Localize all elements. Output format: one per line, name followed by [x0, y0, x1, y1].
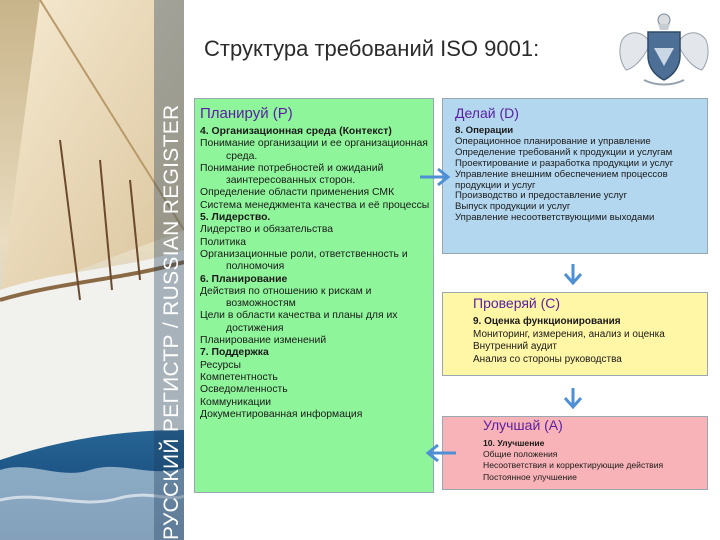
do-line: Управление внешним обеспечением процессов: [455, 168, 668, 180]
plan-line: Система менеджмента качества и её процессы: [200, 199, 430, 211]
do-box: [442, 98, 708, 254]
plan-line: 6. Планирование: [200, 273, 288, 285]
check-line: Мониторинг, измерения, анализ и оценка: [473, 328, 665, 340]
do-heading: Делай (D): [455, 105, 519, 121]
do-line: Операционное планирование и управление: [455, 135, 651, 147]
arrow-right-icon: [418, 166, 452, 188]
act-box: [442, 416, 708, 490]
check-line: 9. Оценка функционирования: [473, 316, 621, 327]
plan-box: [194, 98, 434, 493]
plan-line: полномочия: [226, 261, 285, 273]
plan-line: Действия по отношению к рискам и: [200, 285, 372, 297]
plan-line: 4. Организационная среда (Контекст): [200, 126, 392, 137]
check-box: [442, 292, 708, 376]
arrow-down-icon: [562, 386, 584, 410]
plan-line: 5. Лидерство.: [200, 212, 271, 224]
plan-line: Понимание организации и ее организационная: [200, 138, 428, 150]
plan-line: Коммуникации: [200, 396, 272, 408]
do-line: Выпуск продукции и услуг: [455, 201, 571, 213]
plan-line: Цели в области качества и планы для их: [200, 310, 398, 322]
arrow-down-icon: [562, 262, 584, 286]
plan-line: Определение области применения СМК: [200, 187, 395, 199]
act-line: Постоянное улучшение: [483, 471, 577, 482]
act-heading: Улучшай (А): [483, 417, 563, 433]
act-line: Несоответствия и корректирующие действия: [483, 460, 664, 471]
page-title: Структура требований ISO 9001:: [204, 36, 540, 61]
plan-line: Организационные роли, ответственность и: [200, 248, 408, 260]
do-line: Управление несоответствующими выходами: [455, 212, 655, 224]
plan-heading: Планируй (Р): [200, 105, 293, 122]
plan-line: достижения: [226, 322, 284, 334]
do-line: Определение требований к продукции и услугам: [455, 146, 673, 158]
plan-line: Ресурсы: [200, 359, 241, 371]
plan-line: заинтересованных сторон.: [226, 175, 356, 187]
plan-line: Компетентность: [200, 371, 278, 383]
vertical-brand-text: РУССКИЙ РЕГИСТР / RUSSIAN REGISTER: [160, 104, 183, 540]
check-line: Анализ со стороны руководства: [473, 353, 622, 365]
do-line: продукции и услуг: [455, 179, 536, 191]
check-heading: Проверяй (С): [473, 295, 561, 311]
plan-line: Политика: [200, 236, 247, 248]
plan-line: возможностям: [226, 298, 296, 310]
plan-line: среда.: [226, 150, 258, 162]
plan-line: Лидерство и обязательства: [200, 224, 334, 236]
plan-line: Документированная информация: [200, 408, 363, 420]
plan-line: Осведомленность: [200, 384, 288, 396]
do-line: 8. Операции: [455, 125, 514, 136]
plan-line: 7. Поддержка: [200, 347, 269, 359]
sailing-photo: [0, 0, 184, 540]
plan-line: Понимание потребностей и ожиданий: [200, 162, 384, 174]
arrow-left-icon: [424, 442, 458, 464]
do-line: Проектирование и разработка продукции и услуг: [455, 157, 674, 169]
act-line: 10. Улучшение: [483, 438, 545, 448]
check-line: Внутренний аудит: [473, 341, 558, 352]
crest-logo: [616, 10, 712, 90]
do-line: Производство и предоставление услуг: [455, 190, 628, 202]
plan-line: Планирование изменений: [200, 335, 327, 347]
act-line: Общие положения: [483, 449, 558, 460]
